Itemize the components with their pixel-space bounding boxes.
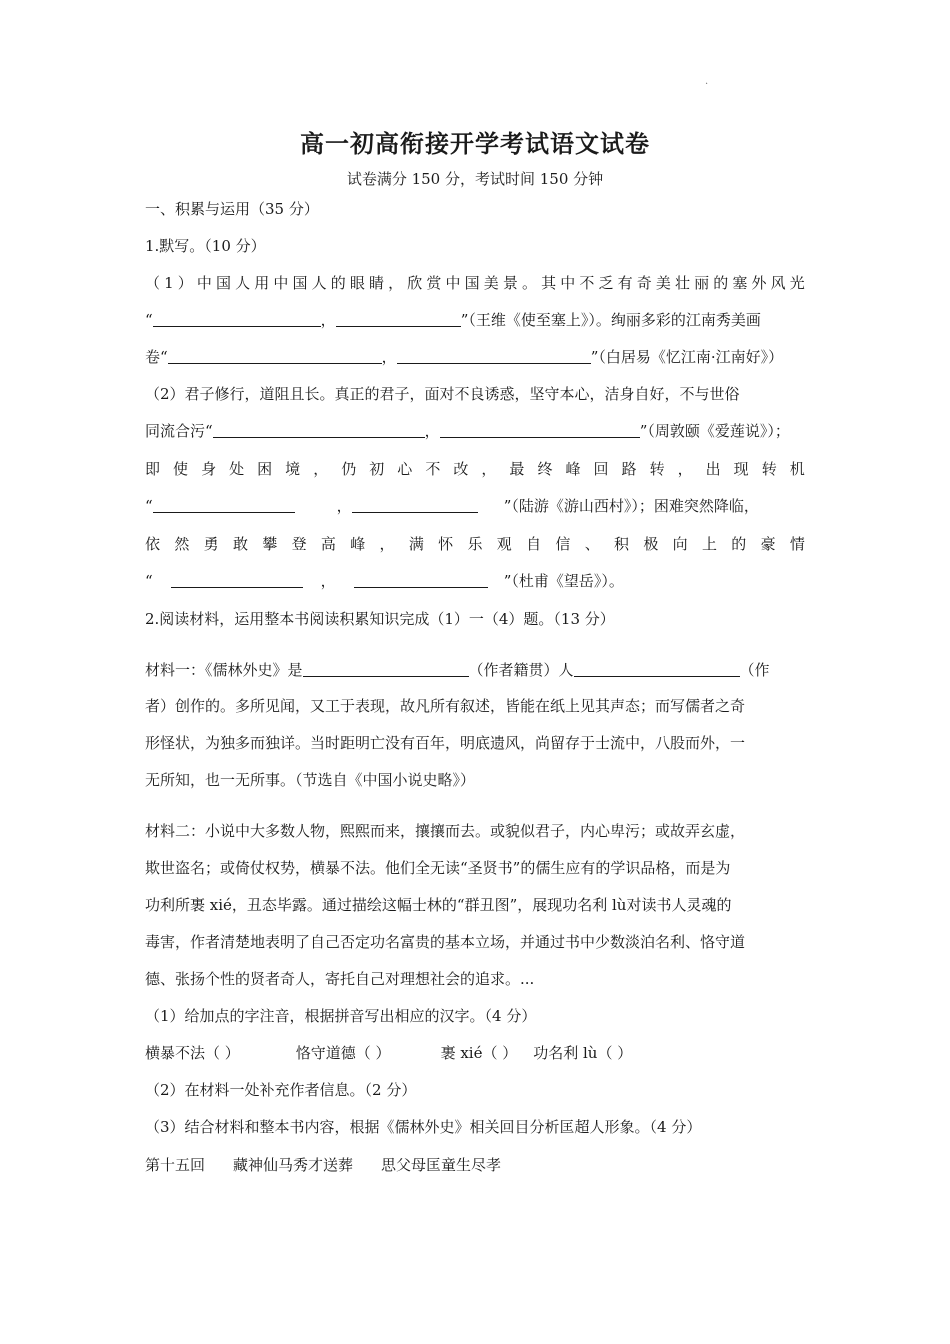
corner-dot: . <box>705 76 709 87</box>
char: 机 <box>789 460 805 478</box>
answer-blank[interactable] <box>153 310 321 327</box>
answer-blank[interactable] <box>440 421 640 438</box>
answer-blank[interactable] <box>336 310 461 327</box>
char: 回 <box>593 460 609 478</box>
material-2-line-5: 德、张扬个性的贤者奇人，寄托自己对理想社会的追求。... <box>145 970 535 988</box>
char: 仍 <box>341 460 357 478</box>
char: 壮 <box>675 274 691 292</box>
subquestion-2: （2）在材料一处补充作者信息。（2 分） <box>145 1081 417 1099</box>
answer-blank[interactable] <box>171 571 303 588</box>
char: 自 <box>526 535 542 553</box>
answer-blank[interactable] <box>213 421 425 438</box>
q1-line-5: 同流合污“ ， ”（周敦颐《爱莲说》）； <box>145 422 790 440</box>
material-1-line-2: 者）创作的。多所见闻，又工于表现，故凡所有叙述，皆能在纸上见其声态；而写儒者之奇 <box>145 697 746 715</box>
char: 转 <box>761 460 777 478</box>
char: 勇 <box>203 535 219 553</box>
char: 依 <box>145 535 161 553</box>
char: 身 <box>201 460 217 478</box>
char: 睛 <box>369 274 385 292</box>
material-1-line-3: 形怪状，为独多而独详。当时距明亡没有百年，明底遗风，尚留存于士流中，八股而外，一 <box>145 734 746 752</box>
char: 有 <box>617 274 633 292</box>
chapter-title: 第十五回 藏神仙马秀才送葬 思父母匡童生尽孝 <box>145 1156 502 1174</box>
answer-blank[interactable] <box>397 347 591 364</box>
answer-blank[interactable] <box>303 660 469 677</box>
q1-line-8 <box>145 534 805 554</box>
answer-blank[interactable] <box>352 496 478 513</box>
char: 观 <box>496 535 512 553</box>
char: 满 <box>408 535 424 553</box>
char: ， <box>313 460 329 478</box>
char: 积 <box>614 535 630 553</box>
char: ， <box>677 460 693 478</box>
char: 境 <box>285 460 301 478</box>
section-heading: 一、积累与运用（35 分） <box>145 200 319 218</box>
pinyin-item: 裹 xié（ ） <box>440 1044 518 1062</box>
q1-line-6 <box>145 459 805 479</box>
char: 峰 <box>565 460 581 478</box>
char: 塞 <box>732 274 748 292</box>
char: 峰 <box>350 535 366 553</box>
char: 敢 <box>232 535 248 553</box>
char: （ <box>145 274 161 292</box>
question-2-heading: 2.阅读材料，运用整本书阅读积累知识完成（1）一（4）题。（13 分） <box>145 610 615 628</box>
char: 中 <box>273 274 289 292</box>
char: 使 <box>173 460 189 478</box>
char: 美 <box>655 274 671 292</box>
char: 中 <box>445 274 461 292</box>
char: 初 <box>369 460 385 478</box>
char: 眼 <box>349 274 365 292</box>
char: 中 <box>196 274 212 292</box>
char: 乐 <box>467 535 483 553</box>
char: 外 <box>751 274 767 292</box>
char: 其 <box>541 274 557 292</box>
pinyin-item: 功名利 lù（ ） <box>533 1044 633 1062</box>
char: 困 <box>257 460 273 478</box>
char: 向 <box>672 535 688 553</box>
q1-line-4: （2）君子修行，道阻且长。真正的君子，面对不良诱惑，坚守本心，洁身自好，不与世俗 <box>145 385 740 403</box>
char: 国 <box>464 274 480 292</box>
material-2-line-3: 功利所裹 xié，丑态毕露。通过描绘这幅士林的“群丑图”，展现功名利 lù对读书人灵魂的 <box>145 896 732 914</box>
char: 景 <box>502 274 518 292</box>
char: 改 <box>453 460 469 478</box>
answer-blank[interactable] <box>168 347 382 364</box>
char: 国 <box>216 274 232 292</box>
char: 的 <box>330 274 346 292</box>
char: 终 <box>537 460 553 478</box>
char: ） <box>177 274 193 292</box>
char: 1 <box>164 274 174 292</box>
answer-blank[interactable] <box>153 496 295 513</box>
material-2-line-1: 材料二：小说中大多数人物，熙熙而来，攘攘而去。或貌似君子，内心卑污；或故弄玄虚， <box>145 822 746 840</box>
char: 赏 <box>426 274 442 292</box>
q1-line-2: “ ， ”（王维《使至塞上》）。绚丽多彩的江南秀美画 <box>145 311 761 329</box>
answer-blank[interactable] <box>354 571 488 588</box>
char: 丽 <box>694 274 710 292</box>
char: 中 <box>560 274 576 292</box>
char: 光 <box>789 274 805 292</box>
char: 高 <box>320 535 336 553</box>
char: ， <box>481 460 497 478</box>
q1-line-7: “ ， ”（陆游《游山西村》）；困难突然降临， <box>145 497 759 515</box>
char: 处 <box>229 460 245 478</box>
char: 现 <box>733 460 749 478</box>
char: 信 <box>555 535 571 553</box>
subquestion-1: （1）给加点的字注音，根据拼音写出相应的汉字。（4 分） <box>145 1007 537 1025</box>
question-1-heading: 1.默写。（10 分） <box>145 237 266 255</box>
char: 情 <box>789 535 805 553</box>
char: 登 <box>291 535 307 553</box>
material-1-line-1: 材料一：《儒林外史》是 （作者籍贯）人 （作 <box>145 661 770 679</box>
char: 用 <box>254 274 270 292</box>
char: 欣 <box>407 274 423 292</box>
q1-line-1 <box>145 273 805 293</box>
q1-line-9: “ ， ”（杜甫《望岳》）。 <box>145 572 624 590</box>
pinyin-item: 恪守道德（ ） <box>295 1044 391 1062</box>
material-2-line-4: 毒害，作者清楚地表明了自己否定功名富贵的基本立场，并通过书中少数淡泊名利、恪守道 <box>145 933 746 951</box>
pinyin-items <box>145 1043 805 1063</box>
char: 国 <box>292 274 308 292</box>
char: 、 <box>584 535 600 553</box>
char: 的 <box>713 274 729 292</box>
char: 上 <box>701 535 717 553</box>
answer-blank[interactable] <box>574 660 740 677</box>
char: 美 <box>483 274 499 292</box>
char: 不 <box>425 460 441 478</box>
char: 极 <box>643 535 659 553</box>
exam-info: 试卷满分 150 分，考试时间 150 分钟 <box>346 170 604 188</box>
char: 奇 <box>636 274 652 292</box>
q1-line-3: 卷“ ， ”（白居易《忆江南·江南好》） <box>145 348 784 366</box>
char: 乏 <box>598 274 614 292</box>
char: 人 <box>311 274 327 292</box>
char: 即 <box>145 460 161 478</box>
page-title: 高一初高衔接开学考试语文试卷 <box>300 129 650 158</box>
material-1-line-4: 无所知，也一无所事。（节选自《中国小说史略》） <box>145 771 476 789</box>
char: 人 <box>235 274 251 292</box>
char: 然 <box>174 535 190 553</box>
char: ， <box>379 535 395 553</box>
char: 出 <box>705 460 721 478</box>
char: 的 <box>731 535 747 553</box>
pinyin-item: 横暴不法（ ） <box>145 1044 240 1062</box>
char: 。 <box>522 274 538 292</box>
char: 路 <box>621 460 637 478</box>
char: 心 <box>397 460 413 478</box>
char: 转 <box>649 460 665 478</box>
char: 攀 <box>262 535 278 553</box>
char: ， <box>388 274 404 292</box>
char: 不 <box>579 274 595 292</box>
char: 怀 <box>438 535 454 553</box>
char: 豪 <box>760 535 776 553</box>
subquestion-3: （3）结合材料和整本书内容，根据《儒林外史》相关回目分析匡超人形象。（4 分） <box>145 1118 702 1136</box>
char: 最 <box>509 460 525 478</box>
material-2-line-2: 欺世盗名；或倚仗权势，横暴不法。他们全无读“圣贤书”的儒生应有的学识品格，而是为 <box>145 859 731 877</box>
char: 风 <box>770 274 786 292</box>
